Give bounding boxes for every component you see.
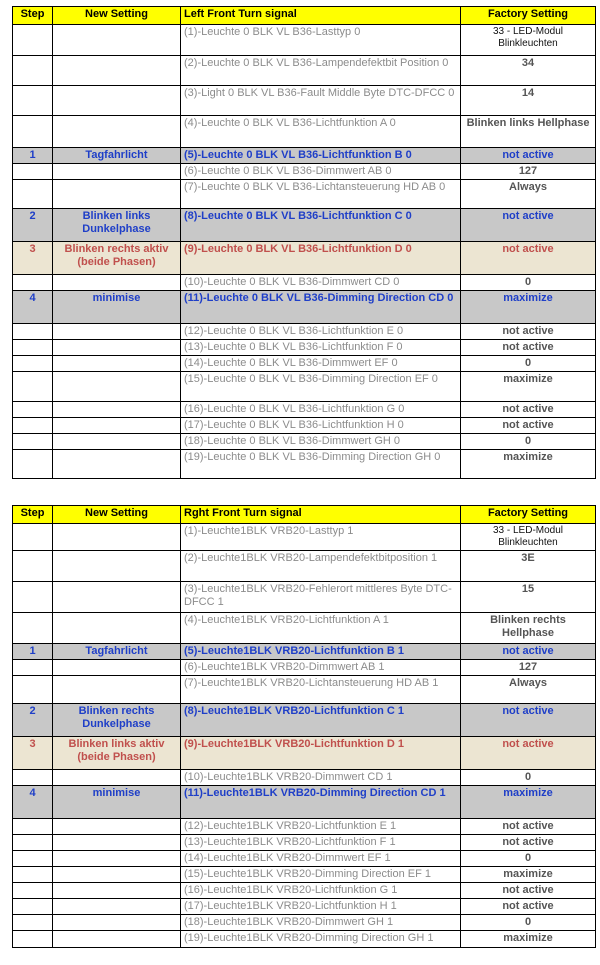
table-row bbox=[13, 786, 596, 819]
parameter-cell: (1)-Leuchte 0 BLK VL B36-Lasttyp 0 bbox=[181, 25, 461, 56]
factory-setting-cell: maximize bbox=[461, 786, 596, 819]
table-row bbox=[13, 275, 596, 291]
new-setting-cell bbox=[53, 275, 181, 291]
new-setting-cell bbox=[53, 180, 181, 209]
step-cell: 3 bbox=[13, 737, 53, 770]
factory-setting-cell: 0 bbox=[461, 356, 596, 372]
table-row bbox=[13, 867, 596, 883]
factory-setting-cell: not active bbox=[461, 644, 596, 660]
factory-setting-cell: maximize bbox=[461, 867, 596, 883]
table-row bbox=[13, 835, 596, 851]
parameter-cell: (7)-Leuchte 0 BLK VL B36-Lichtansteuerung HD AB 0 bbox=[181, 180, 461, 209]
table-row bbox=[13, 770, 596, 786]
new-setting-cell: Blinken links Dunkelphase bbox=[53, 209, 181, 242]
step-cell bbox=[13, 324, 53, 340]
factory-setting-cell: Blinken links Hellphase bbox=[461, 116, 596, 148]
new-setting-cell bbox=[53, 851, 181, 867]
new-setting-cell bbox=[53, 372, 181, 402]
table-row bbox=[13, 551, 596, 582]
step-cell bbox=[13, 56, 53, 86]
table-row bbox=[13, 851, 596, 867]
new-setting-cell bbox=[53, 56, 181, 86]
step-cell: 4 bbox=[13, 291, 53, 324]
step-cell bbox=[13, 25, 53, 56]
new-setting-cell bbox=[53, 324, 181, 340]
step-cell bbox=[13, 434, 53, 450]
table-row bbox=[13, 737, 596, 770]
factory-setting-cell: 34 bbox=[461, 56, 596, 86]
factory-setting-cell: 127 bbox=[461, 164, 596, 180]
parameter-cell: (10)-Leuchte1BLK VRB20-Dimmwert CD 1 bbox=[181, 770, 461, 786]
table-row bbox=[13, 582, 596, 613]
step-cell: 2 bbox=[13, 704, 53, 737]
header-new-setting: New Setting bbox=[53, 7, 181, 25]
table-row bbox=[13, 372, 596, 402]
parameter-cell: (13)-Leuchte 0 BLK VL B36-Lichtfunktion F 0 bbox=[181, 340, 461, 356]
table-body bbox=[13, 524, 596, 948]
step-cell bbox=[13, 660, 53, 676]
step-cell bbox=[13, 418, 53, 434]
factory-setting-cell: 33 - LED-Modul Blinkleuchten bbox=[461, 524, 596, 551]
factory-setting-cell: not active bbox=[461, 418, 596, 434]
step-cell bbox=[13, 851, 53, 867]
step-cell bbox=[13, 676, 53, 704]
table-row bbox=[13, 291, 596, 324]
step-cell bbox=[13, 275, 53, 291]
factory-setting-cell: 14 bbox=[461, 86, 596, 116]
factory-setting-cell: not active bbox=[461, 148, 596, 164]
table-row bbox=[13, 883, 596, 899]
step-cell bbox=[13, 164, 53, 180]
parameter-cell: (16)-Leuchte 0 BLK VL B36-Lichtfunktion G 0 bbox=[181, 402, 461, 418]
new-setting-cell bbox=[53, 770, 181, 786]
header-parameter: Rght Front Turn signal bbox=[181, 506, 461, 524]
right-front-turn-signal-table bbox=[12, 505, 596, 948]
header-factory-setting: Factory Setting bbox=[461, 506, 596, 524]
table-row bbox=[13, 25, 596, 56]
parameter-cell: (5)-Leuchte1BLK VRB20-Lichtfunktion B 1 bbox=[181, 644, 461, 660]
step-cell bbox=[13, 582, 53, 613]
parameter-cell: (19)-Leuchte1BLK VRB20-Dimming Direction GH 1 bbox=[181, 931, 461, 948]
step-cell: 1 bbox=[13, 148, 53, 164]
step-cell bbox=[13, 116, 53, 148]
parameter-cell: (15)-Leuchte 0 BLK VL B36-Dimming Direction EF 0 bbox=[181, 372, 461, 402]
step-cell bbox=[13, 899, 53, 915]
parameter-cell: (18)-Leuchte 0 BLK VL B36-Dimmwert GH 0 bbox=[181, 434, 461, 450]
table-row bbox=[13, 164, 596, 180]
parameter-cell: (2)-Leuchte1BLK VRB20-Lampendefektbitposition 1 bbox=[181, 551, 461, 582]
parameter-cell: (6)-Leuchte 0 BLK VL B36-Dimmwert AB 0 bbox=[181, 164, 461, 180]
table-row bbox=[13, 915, 596, 931]
factory-setting-cell: not active bbox=[461, 835, 596, 851]
table-row bbox=[13, 340, 596, 356]
new-setting-cell bbox=[53, 819, 181, 835]
factory-setting-cell: 0 bbox=[461, 434, 596, 450]
parameter-cell: (11)-Leuchte1BLK VRB20-Dimming Direction CD 1 bbox=[181, 786, 461, 819]
factory-setting-cell: 127 bbox=[461, 660, 596, 676]
parameter-cell: (1)-Leuchte1BLK VRB20-Lasttyp 1 bbox=[181, 524, 461, 551]
parameter-cell: (5)-Leuchte 0 BLK VL B36-Lichtfunktion B 0 bbox=[181, 148, 461, 164]
table-row bbox=[13, 819, 596, 835]
new-setting-cell bbox=[53, 418, 181, 434]
parameter-cell: (7)-Leuchte1BLK VRB20-Lichtansteuerung HD AB 1 bbox=[181, 676, 461, 704]
factory-setting-cell: not active bbox=[461, 324, 596, 340]
factory-setting-cell: 0 bbox=[461, 770, 596, 786]
step-cell bbox=[13, 372, 53, 402]
new-setting-cell bbox=[53, 340, 181, 356]
table-row bbox=[13, 116, 596, 148]
new-setting-cell bbox=[53, 883, 181, 899]
header-parameter: Left Front Turn signal bbox=[181, 7, 461, 25]
table-row bbox=[13, 899, 596, 915]
table-row bbox=[13, 644, 596, 660]
parameter-cell: (9)-Leuchte 0 BLK VL B36-Lichtfunktion D 0 bbox=[181, 242, 461, 275]
step-cell bbox=[13, 402, 53, 418]
step-cell bbox=[13, 931, 53, 948]
table-row bbox=[13, 402, 596, 418]
step-cell bbox=[13, 450, 53, 479]
step-cell bbox=[13, 835, 53, 851]
step-cell bbox=[13, 867, 53, 883]
table-row bbox=[13, 704, 596, 737]
header-step: Step bbox=[13, 7, 53, 25]
table-body bbox=[13, 25, 596, 479]
parameter-cell: (19)-Leuchte 0 BLK VL B36-Dimming Direction GH 0 bbox=[181, 450, 461, 479]
table-row bbox=[13, 148, 596, 164]
new-setting-cell bbox=[53, 867, 181, 883]
step-cell bbox=[13, 340, 53, 356]
parameter-cell: (15)-Leuchte1BLK VRB20-Dimming Direction EF 1 bbox=[181, 867, 461, 883]
table-row bbox=[13, 356, 596, 372]
step-cell bbox=[13, 915, 53, 931]
table-header-row bbox=[13, 506, 596, 524]
factory-setting-cell: Blinken rechts Hellphase bbox=[461, 613, 596, 644]
factory-setting-cell: Always bbox=[461, 180, 596, 209]
parameter-cell: (14)-Leuchte 0 BLK VL B36-Dimmwert EF 0 bbox=[181, 356, 461, 372]
new-setting-cell: Blinken rechts Dunkelphase bbox=[53, 704, 181, 737]
factory-setting-cell: 0 bbox=[461, 275, 596, 291]
table-row bbox=[13, 242, 596, 275]
parameter-cell: (4)-Leuchte 0 BLK VL B36-Lichtfunktion A 0 bbox=[181, 116, 461, 148]
factory-setting-cell: not active bbox=[461, 340, 596, 356]
new-setting-cell bbox=[53, 116, 181, 148]
table-row bbox=[13, 209, 596, 242]
new-setting-cell: Blinken rechts aktiv (beide Phasen) bbox=[53, 242, 181, 275]
step-cell: 2 bbox=[13, 209, 53, 242]
factory-setting-cell: not active bbox=[461, 819, 596, 835]
parameter-cell: (8)-Leuchte1BLK VRB20-Lichtfunktion C 1 bbox=[181, 704, 461, 737]
table-row bbox=[13, 418, 596, 434]
new-setting-cell bbox=[53, 551, 181, 582]
header-new-setting: New Setting bbox=[53, 506, 181, 524]
step-cell: 4 bbox=[13, 786, 53, 819]
parameter-cell: (17)-Leuchte 0 BLK VL B36-Lichtfunktion H 0 bbox=[181, 418, 461, 434]
table-row bbox=[13, 180, 596, 209]
new-setting-cell bbox=[53, 899, 181, 915]
factory-setting-cell: not active bbox=[461, 402, 596, 418]
parameter-cell: (11)-Leuchte 0 BLK VL B36-Dimming Direction CD 0 bbox=[181, 291, 461, 324]
parameter-cell: (3)-Light 0 BLK VL B36-Fault Middle Byte DTC-DFCC 0 bbox=[181, 86, 461, 116]
parameter-cell: (18)-Leuchte1BLK VRB20-Dimmwert GH 1 bbox=[181, 915, 461, 931]
factory-setting-cell: 0 bbox=[461, 915, 596, 931]
header-factory-setting: Factory Setting bbox=[461, 7, 596, 25]
step-cell bbox=[13, 524, 53, 551]
step-cell bbox=[13, 613, 53, 644]
table-row bbox=[13, 56, 596, 86]
factory-setting-cell: maximize bbox=[461, 931, 596, 948]
new-setting-cell: minimise bbox=[53, 291, 181, 324]
new-setting-cell bbox=[53, 931, 181, 948]
table-row bbox=[13, 450, 596, 479]
parameter-cell: (14)-Leuchte1BLK VRB20-Dimmwert EF 1 bbox=[181, 851, 461, 867]
factory-setting-cell: not active bbox=[461, 242, 596, 275]
factory-setting-cell: 33 - LED-Modul Blinkleuchten bbox=[461, 25, 596, 56]
parameter-cell: (6)-Leuchte1BLK VRB20-Dimmwert AB 1 bbox=[181, 660, 461, 676]
parameter-cell: (9)-Leuchte1BLK VRB20-Lichtfunktion D 1 bbox=[181, 737, 461, 770]
table-row bbox=[13, 931, 596, 948]
new-setting-cell bbox=[53, 613, 181, 644]
new-setting-cell bbox=[53, 524, 181, 551]
table-row bbox=[13, 324, 596, 340]
factory-setting-cell: not active bbox=[461, 704, 596, 737]
factory-setting-cell: Always bbox=[461, 676, 596, 704]
new-setting-cell bbox=[53, 582, 181, 613]
step-cell bbox=[13, 883, 53, 899]
step-cell bbox=[13, 770, 53, 786]
factory-setting-cell: not active bbox=[461, 737, 596, 770]
table-row bbox=[13, 524, 596, 551]
new-setting-cell bbox=[53, 164, 181, 180]
parameter-cell: (10)-Leuchte 0 BLK VL B36-Dimmwert CD 0 bbox=[181, 275, 461, 291]
left-front-turn-signal-table bbox=[12, 6, 596, 479]
factory-setting-cell: 3E bbox=[461, 551, 596, 582]
header-step: Step bbox=[13, 506, 53, 524]
new-setting-cell bbox=[53, 356, 181, 372]
parameter-cell: (12)-Leuchte1BLK VRB20-Lichtfunktion E 1 bbox=[181, 819, 461, 835]
new-setting-cell: Tagfahrlicht bbox=[53, 148, 181, 164]
factory-setting-cell: not active bbox=[461, 899, 596, 915]
new-setting-cell bbox=[53, 434, 181, 450]
table-row bbox=[13, 434, 596, 450]
parameter-cell: (13)-Leuchte1BLK VRB20-Lichtfunktion F 1 bbox=[181, 835, 461, 851]
new-setting-cell bbox=[53, 676, 181, 704]
parameter-cell: (2)-Leuchte 0 BLK VL B36-Lampendefektbit Position 0 bbox=[181, 56, 461, 86]
table-row bbox=[13, 676, 596, 704]
factory-setting-cell: 15 bbox=[461, 582, 596, 613]
table-row bbox=[13, 613, 596, 644]
new-setting-cell bbox=[53, 402, 181, 418]
new-setting-cell: Tagfahrlicht bbox=[53, 644, 181, 660]
factory-setting-cell: 0 bbox=[461, 851, 596, 867]
factory-setting-cell: maximize bbox=[461, 450, 596, 479]
factory-setting-cell: maximize bbox=[461, 291, 596, 324]
factory-setting-cell: not active bbox=[461, 883, 596, 899]
table-header-row bbox=[13, 7, 596, 25]
new-setting-cell: minimise bbox=[53, 786, 181, 819]
step-cell: 1 bbox=[13, 644, 53, 660]
parameter-cell: (3)-Leuchte1BLK VRB20-Fehlerort mittleres Byte DTC-DFCC 1 bbox=[181, 582, 461, 613]
new-setting-cell bbox=[53, 450, 181, 479]
parameter-cell: (16)-Leuchte1BLK VRB20-Lichtfunktion G 1 bbox=[181, 883, 461, 899]
new-setting-cell: Blinken links aktiv (beide Phasen) bbox=[53, 737, 181, 770]
new-setting-cell bbox=[53, 915, 181, 931]
step-cell bbox=[13, 180, 53, 209]
step-cell bbox=[13, 819, 53, 835]
new-setting-cell bbox=[53, 86, 181, 116]
step-cell: 3 bbox=[13, 242, 53, 275]
factory-setting-cell: not active bbox=[461, 209, 596, 242]
parameter-cell: (12)-Leuchte 0 BLK VL B36-Lichtfunktion E 0 bbox=[181, 324, 461, 340]
new-setting-cell bbox=[53, 835, 181, 851]
step-cell bbox=[13, 356, 53, 372]
new-setting-cell bbox=[53, 660, 181, 676]
parameter-cell: (4)-Leuchte1BLK VRB20-Lichtfunktion A 1 bbox=[181, 613, 461, 644]
table-row bbox=[13, 86, 596, 116]
factory-setting-cell: maximize bbox=[461, 372, 596, 402]
parameter-cell: (17)-Leuchte1BLK VRB20-Lichtfunktion H 1 bbox=[181, 899, 461, 915]
step-cell bbox=[13, 551, 53, 582]
new-setting-cell bbox=[53, 25, 181, 56]
table-row bbox=[13, 660, 596, 676]
parameter-cell: (8)-Leuchte 0 BLK VL B36-Lichtfunktion C 0 bbox=[181, 209, 461, 242]
step-cell bbox=[13, 86, 53, 116]
